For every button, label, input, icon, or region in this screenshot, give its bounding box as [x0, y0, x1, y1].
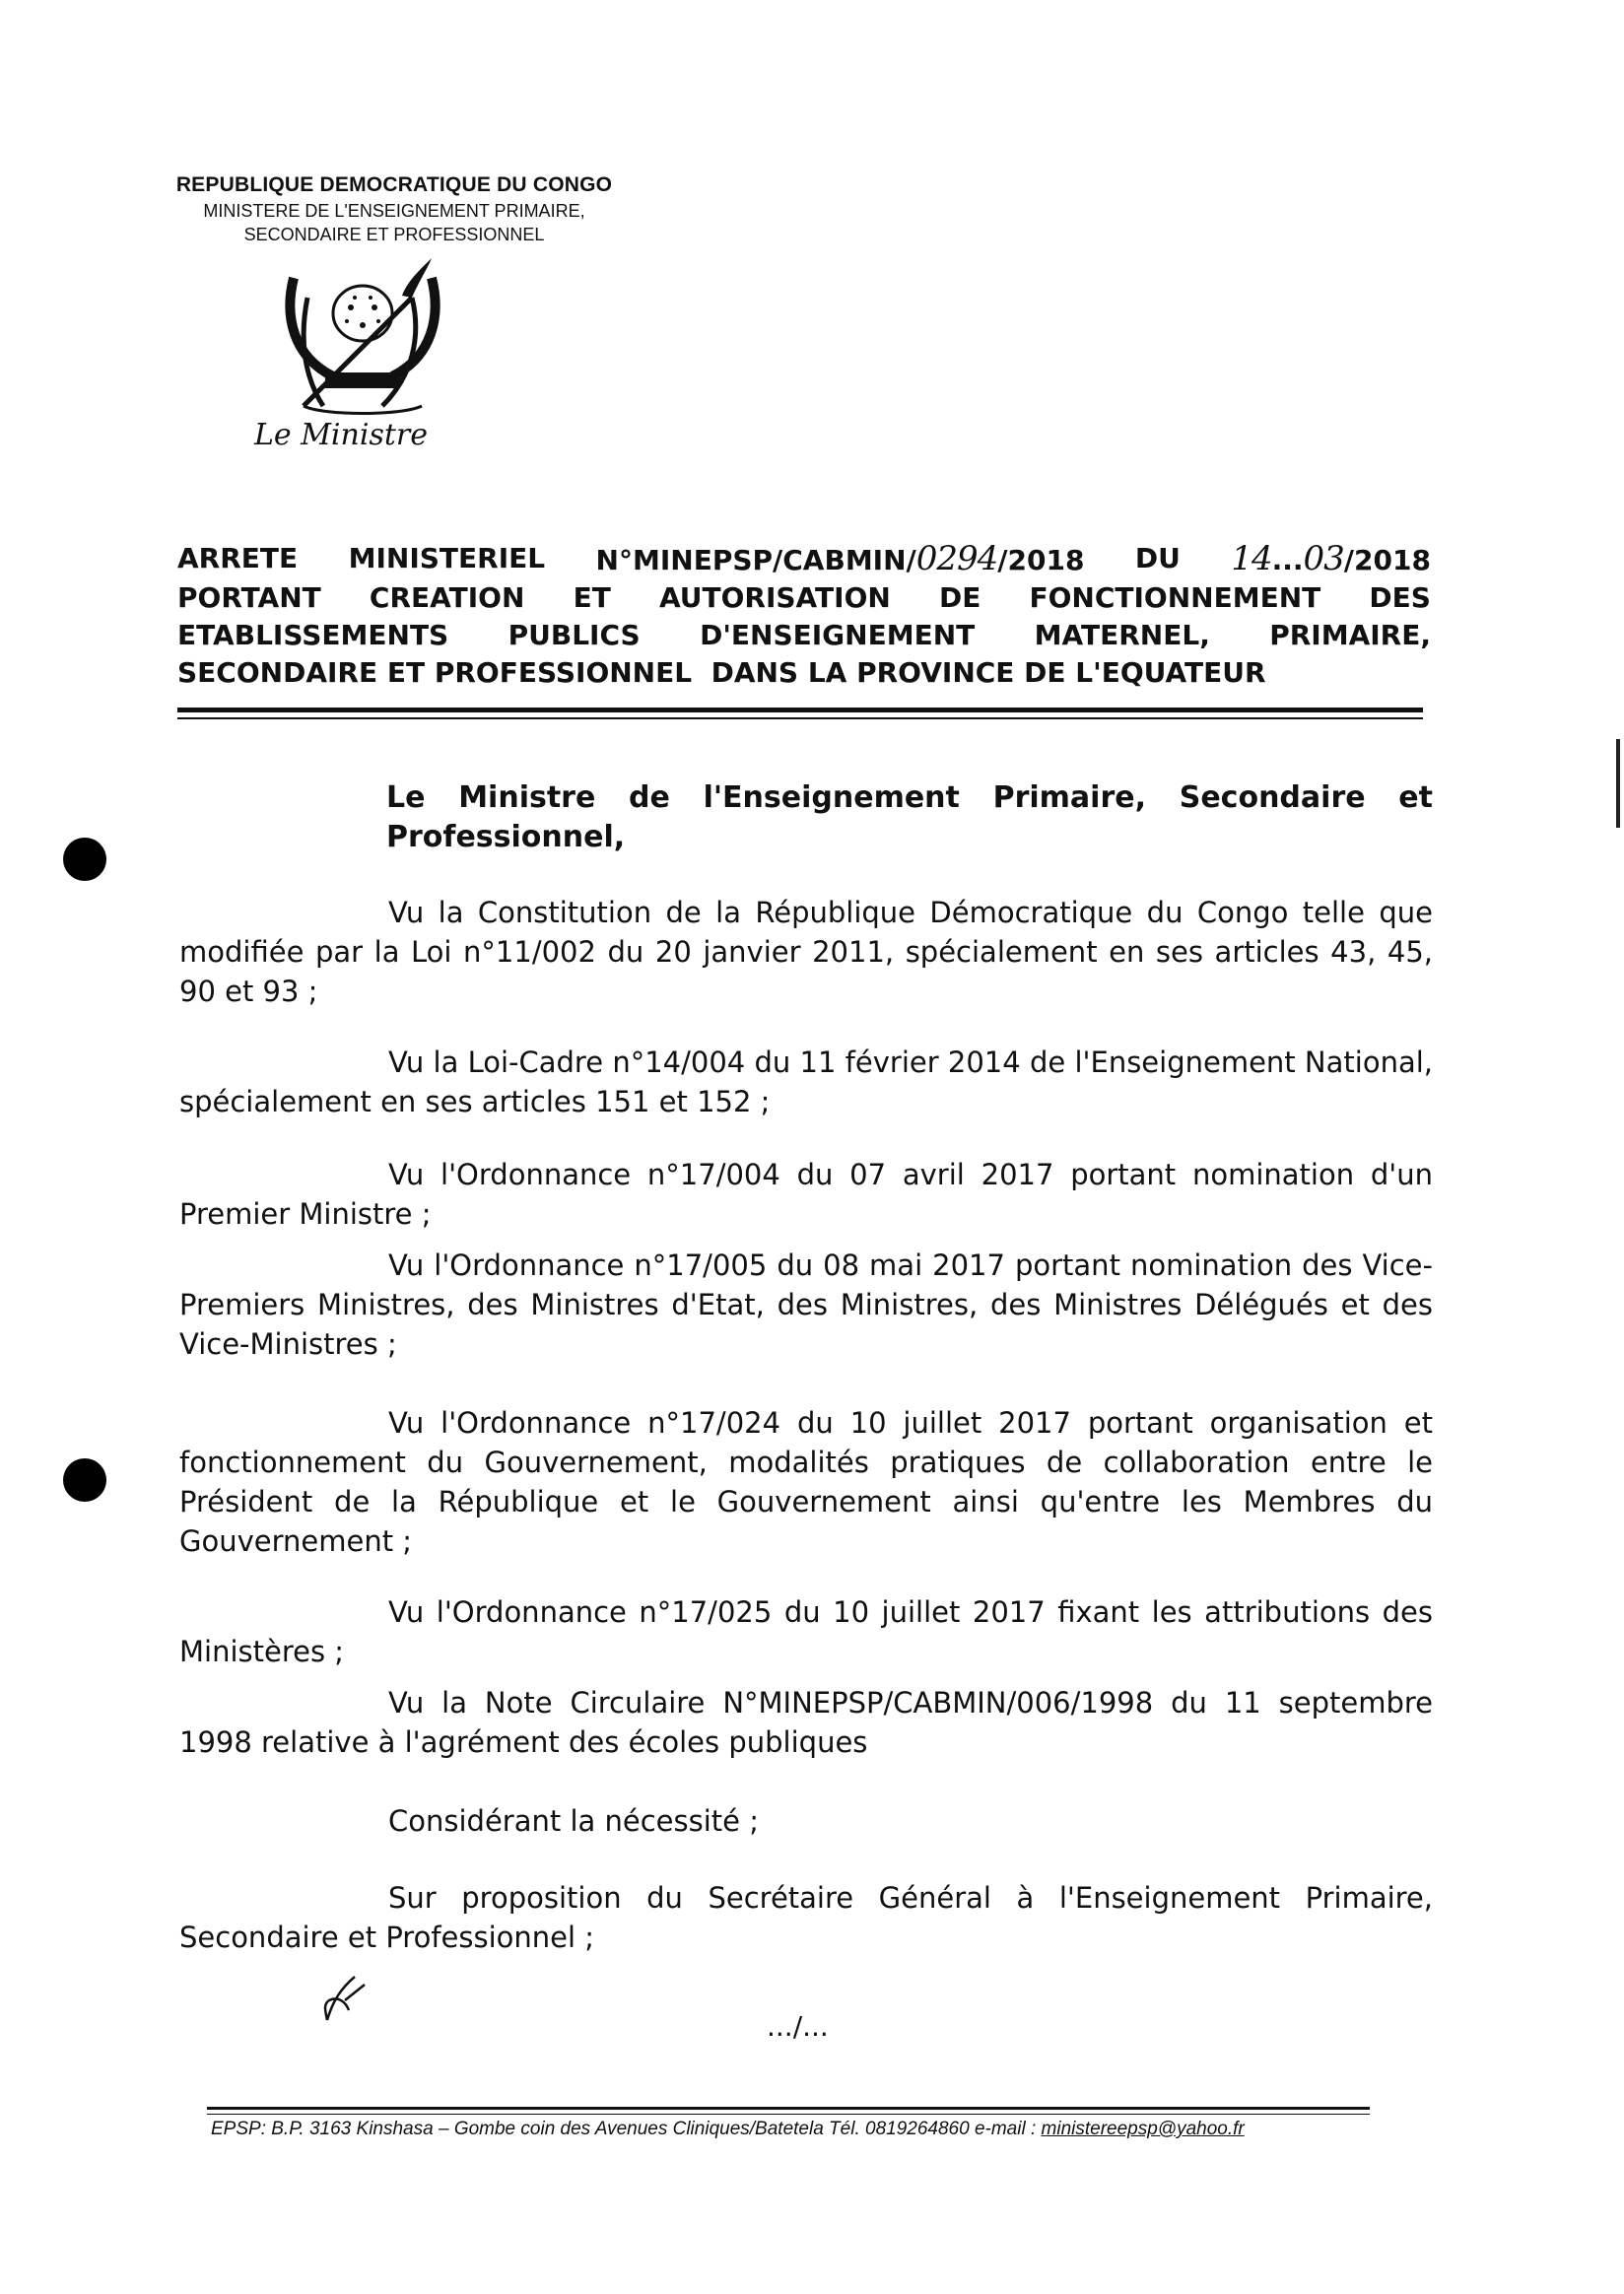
date-year: /2018: [1343, 544, 1431, 576]
paragraph-constitution: [179, 893, 1433, 1011]
coat-of-arms-emblem: [264, 258, 461, 416]
ministry-name-line1: MINISTERE DE L'ENSEIGNEMENT PRIMAIRE,: [203, 201, 585, 221]
title-word: ET: [573, 581, 611, 614]
paragraph-text: Vu la Loi-Cadre n°14/004 du 11 février 2014 de l'Enseignement National, spécialement en ses articles 151 et 152 ;: [179, 1046, 1433, 1118]
paragraph-text: Vu la Note Circulaire N°MINEPSP/CABMIN/006/1998 du 11 septembre 1998 relative à l'agrément des écoles publiques: [179, 1686, 1433, 1759]
title-word: ARRETE: [177, 542, 299, 574]
title-word: PORTANT: [177, 581, 321, 614]
paragraph-ordonnance-004: [179, 1155, 1433, 1234]
title-word: DE: [938, 581, 981, 614]
footer-contact: [211, 2119, 1245, 2140]
title-word: CREATION: [369, 581, 525, 614]
paragraph-ordonnance-005: [179, 1246, 1433, 1364]
title-word: DES: [1369, 581, 1431, 614]
country-name: REPUBLIQUE DEMOCRATIQUE DU CONGO: [175, 173, 613, 196]
paragraph-proposition: [179, 1878, 1433, 1957]
title-word: MINISTERIEL: [348, 542, 546, 574]
title-divider-thin: [177, 717, 1423, 719]
punch-hole: [63, 1458, 106, 1502]
paragraph-text: Considérant la nécessité ;: [388, 1804, 759, 1838]
title-word: AUTORISATION: [658, 581, 891, 614]
decree-reference: [596, 540, 1085, 579]
ministry-name-line2: SECONDAIRE ET PROFESSIONNEL: [243, 225, 545, 244]
paragraph-considerant: [179, 1801, 1433, 1841]
handwritten-date-month: 03: [1303, 539, 1344, 578]
decree-title: [177, 540, 1431, 692]
reference-prefix: N°MINEPSP/CABMIN/: [595, 544, 916, 576]
paragraph-text: Sur proposition du Secrétaire Général à l'Enseignement Primaire, Secondaire et Professionnel ;: [179, 1881, 1433, 1954]
paragraph-text: Vu l'Ordonnance n°17/004 du 07 avril 2017 portant nomination d'un Premier Ministre ;: [179, 1158, 1433, 1231]
decree-date: [1231, 540, 1431, 579]
minister-title: Le Ministre de l'Enseignement Primaire, Secondaire et Professionnel,: [386, 780, 1433, 854]
title-word: D'ENSEIGNEMENT: [700, 619, 976, 651]
signatory-title: Le Ministre: [254, 418, 428, 452]
handwritten-reference-number: 0294: [915, 539, 998, 578]
title-line-3: [177, 617, 1431, 654]
paragraph-text: Vu la Constitution de la République Démocratique du Congo telle que modifiée par la Loi n°11/002 du 20 janvier 2011, spécialement en ses articles 43, 45, 90 et 93 ;: [179, 896, 1433, 1008]
scan-edge-mark: [1616, 739, 1620, 828]
paragraph-text: Vu l'Ordonnance n°17/025 du 10 juillet 2017 fixant les attributions des Ministères ;: [179, 1595, 1433, 1668]
title-line-1: [177, 540, 1431, 579]
handwritten-date-day: 14: [1231, 539, 1272, 578]
footer-divider-thin: [207, 2114, 1370, 2115]
paragraph-loi-cadre: [179, 1043, 1433, 1121]
footer-divider: [207, 2107, 1370, 2110]
title-divider: [177, 708, 1423, 712]
title-line-2: [177, 579, 1431, 617]
paragraph-ordonnance-024: [179, 1403, 1433, 1561]
footer-address: EPSP: B.P. 3163 Kinshasa – Gombe coin des Avenues Cliniques/Batetela Tél. 0819264860 e-mail :: [211, 2119, 1042, 2139]
paragraph-text: Vu l'Ordonnance n°17/024 du 10 juillet 2017 portant organisation et fonctionnement du Gouvernement, modalités pratiques de collaboration entre le Président de la République et le Gouvernement ainsi qu'entre les Membres du Gouvernement ;: [179, 1406, 1433, 1558]
title-word: MATERNEL,: [1034, 619, 1210, 651]
reference-year: /2018: [997, 544, 1085, 576]
title-word: PUBLICS: [508, 619, 641, 651]
title-word: FONCTIONNEMENT: [1029, 581, 1321, 614]
title-word: PRIMAIRE,: [1269, 619, 1431, 651]
paragraph-text: Vu l'Ordonnance n°17/005 du 08 mai 2017 portant nomination des Vice-Premiers Ministres, des Ministres d'Etat, des Ministres, des Ministres Délégués et des Vice-Ministres ;: [179, 1248, 1433, 1361]
title-line-4: SECONDAIRE ET PROFESSIONNEL DANS LA PROVINCE DE L'EQUATEUR: [177, 656, 1266, 689]
punch-hole: [63, 838, 106, 881]
date-separator: ...: [1271, 544, 1304, 576]
title-word: DU: [1134, 542, 1181, 574]
footer-email-link[interactable]: ministereepsp@yahoo.fr: [1041, 2119, 1245, 2139]
continuation-marker: .../...: [767, 2010, 829, 2043]
paragraph-note-circulaire: [179, 1683, 1433, 1762]
handwritten-initial: [315, 1971, 374, 2030]
title-word: ETABLISSEMENTS: [177, 619, 449, 651]
paragraph-ordonnance-025: [179, 1592, 1433, 1671]
